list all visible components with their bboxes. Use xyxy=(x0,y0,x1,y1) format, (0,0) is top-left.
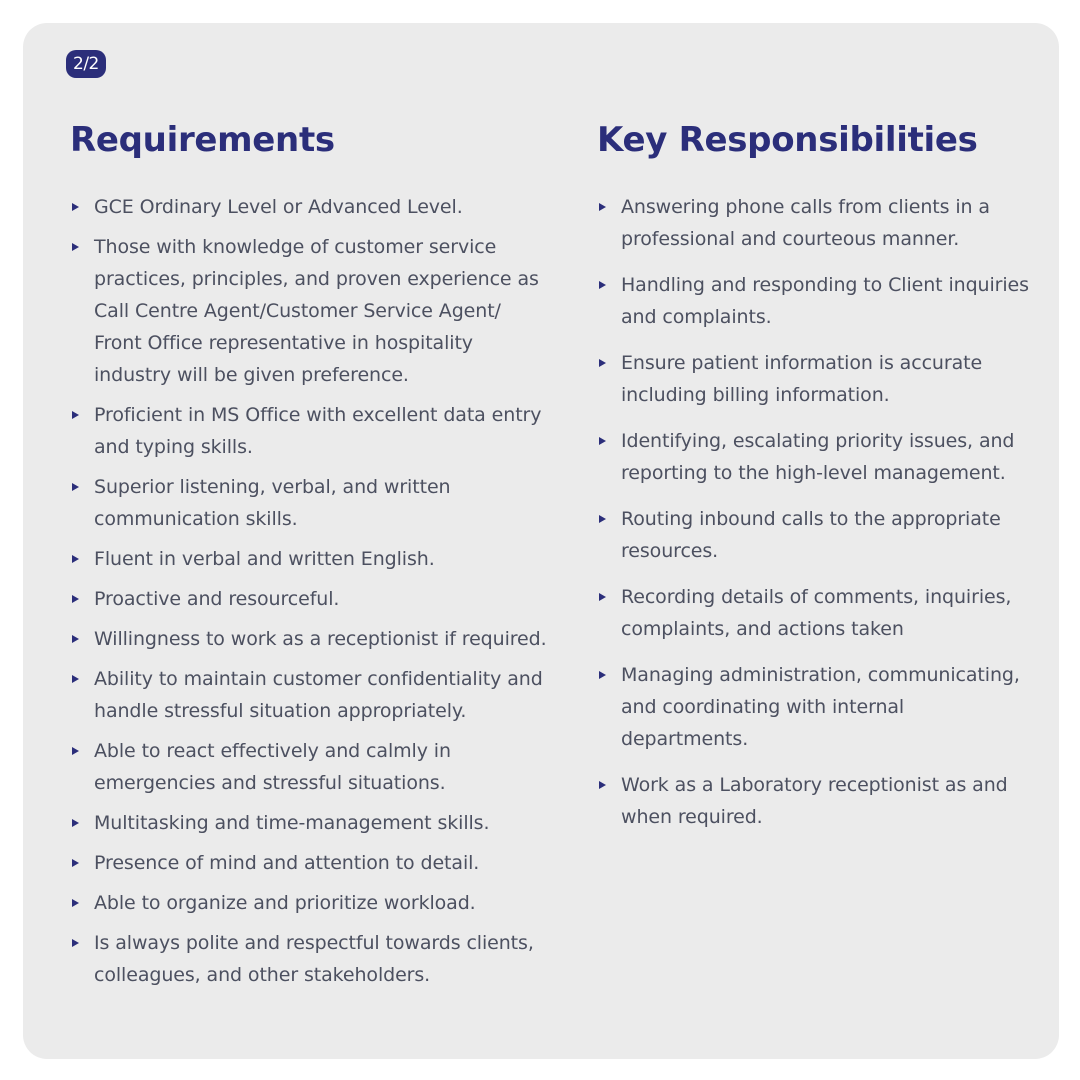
requirement-item xyxy=(70,583,550,615)
requirement-text: Fluent in verbal and written English. xyxy=(94,548,435,570)
responsibilities-heading: Key Responsibilities xyxy=(597,120,978,160)
requirement-text: Able to react effectively and calmly in emergencies and stressful situations. xyxy=(94,740,451,794)
bullet-triangle-icon xyxy=(72,899,79,907)
bullet-triangle-icon xyxy=(72,939,79,947)
responsibility-text: Identifying, escalating priority issues, and reporting to the high-level management. xyxy=(621,430,1015,484)
requirement-item xyxy=(70,231,550,391)
requirement-text: Proactive and resourceful. xyxy=(94,588,340,610)
requirement-item xyxy=(70,399,550,463)
requirement-item xyxy=(70,847,550,879)
requirements-section xyxy=(70,119,550,999)
page-indicator-badge: 2/2 xyxy=(66,50,106,78)
responsibility-item xyxy=(597,581,1037,645)
bullet-triangle-icon xyxy=(72,747,79,755)
bullet-triangle-icon xyxy=(599,671,606,679)
bullet-triangle-icon xyxy=(72,203,79,211)
bullet-triangle-icon xyxy=(72,675,79,683)
bullet-triangle-icon xyxy=(72,595,79,603)
responsibilities-list xyxy=(597,191,1037,833)
responsibility-text: Handling and responding to Client inquiries and complaints. xyxy=(621,274,1029,328)
requirements-heading: Requirements xyxy=(70,120,335,160)
bullet-triangle-icon xyxy=(599,593,606,601)
requirement-item xyxy=(70,543,550,575)
requirement-text: GCE Ordinary Level or Advanced Level. xyxy=(94,196,463,218)
requirements-list xyxy=(70,191,550,991)
bullet-triangle-icon xyxy=(72,635,79,643)
requirement-text: Willingness to work as a receptionist if required. xyxy=(94,628,547,650)
responsibility-text: Routing inbound calls to the appropriate resources. xyxy=(621,508,1001,562)
responsibility-item xyxy=(597,347,1037,411)
bullet-triangle-icon xyxy=(599,781,606,789)
requirement-text: Those with knowledge of customer service practices, principles, and proven experience as Call Centre Agent/Customer Service Agent/ Front Office representative in hospitality industry will be given preference. xyxy=(94,236,539,386)
requirement-text: Is always polite and respectful towards clients, colleagues, and other stakeholders. xyxy=(94,932,534,986)
responsibility-item xyxy=(597,769,1037,833)
content-card xyxy=(23,23,1059,1059)
requirement-text: Multitasking and time-management skills. xyxy=(94,812,490,834)
bullet-triangle-icon xyxy=(599,437,606,445)
bullet-triangle-icon xyxy=(72,411,79,419)
responsibility-text: Recording details of comments, inquiries, complaints, and actions taken xyxy=(621,586,1012,640)
requirement-item xyxy=(70,887,550,919)
responsibility-text: Work as a Laboratory receptionist as and when required. xyxy=(621,774,1008,828)
responsibility-text: Managing administration, communicating, and coordinating with internal departments. xyxy=(621,664,1020,750)
bullet-triangle-icon xyxy=(72,819,79,827)
requirement-text: Ability to maintain customer confidentiality and handle stressful situation appropriately. xyxy=(94,668,543,722)
bullet-triangle-icon xyxy=(72,859,79,867)
requirement-item xyxy=(70,623,550,655)
bullet-triangle-icon xyxy=(599,359,606,367)
requirement-item xyxy=(70,927,550,991)
bullet-triangle-icon xyxy=(599,281,606,289)
requirement-item xyxy=(70,191,550,223)
requirement-item xyxy=(70,663,550,727)
bullet-triangle-icon xyxy=(72,243,79,251)
responsibility-text: Ensure patient information is accurate including billing information. xyxy=(621,352,983,406)
requirement-item xyxy=(70,471,550,535)
bullet-triangle-icon xyxy=(599,203,606,211)
requirement-text: Superior listening, verbal, and written communication skills. xyxy=(94,476,451,530)
responsibility-item xyxy=(597,269,1037,333)
requirement-text: Presence of mind and attention to detail. xyxy=(94,852,480,874)
requirement-text: Proficient in MS Office with excellent data entry and typing skills. xyxy=(94,404,542,458)
responsibility-item xyxy=(597,191,1037,255)
responsibility-item xyxy=(597,503,1037,567)
bullet-triangle-icon xyxy=(72,483,79,491)
bullet-triangle-icon xyxy=(599,515,606,523)
responsibilities-section xyxy=(597,119,1037,847)
requirement-item xyxy=(70,735,550,799)
requirement-text: Able to organize and prioritize workload. xyxy=(94,892,476,914)
bullet-triangle-icon xyxy=(72,555,79,563)
responsibility-item xyxy=(597,659,1037,755)
responsibility-item xyxy=(597,425,1037,489)
requirement-item xyxy=(70,807,550,839)
responsibility-text: Answering phone calls from clients in a professional and courteous manner. xyxy=(621,196,990,250)
